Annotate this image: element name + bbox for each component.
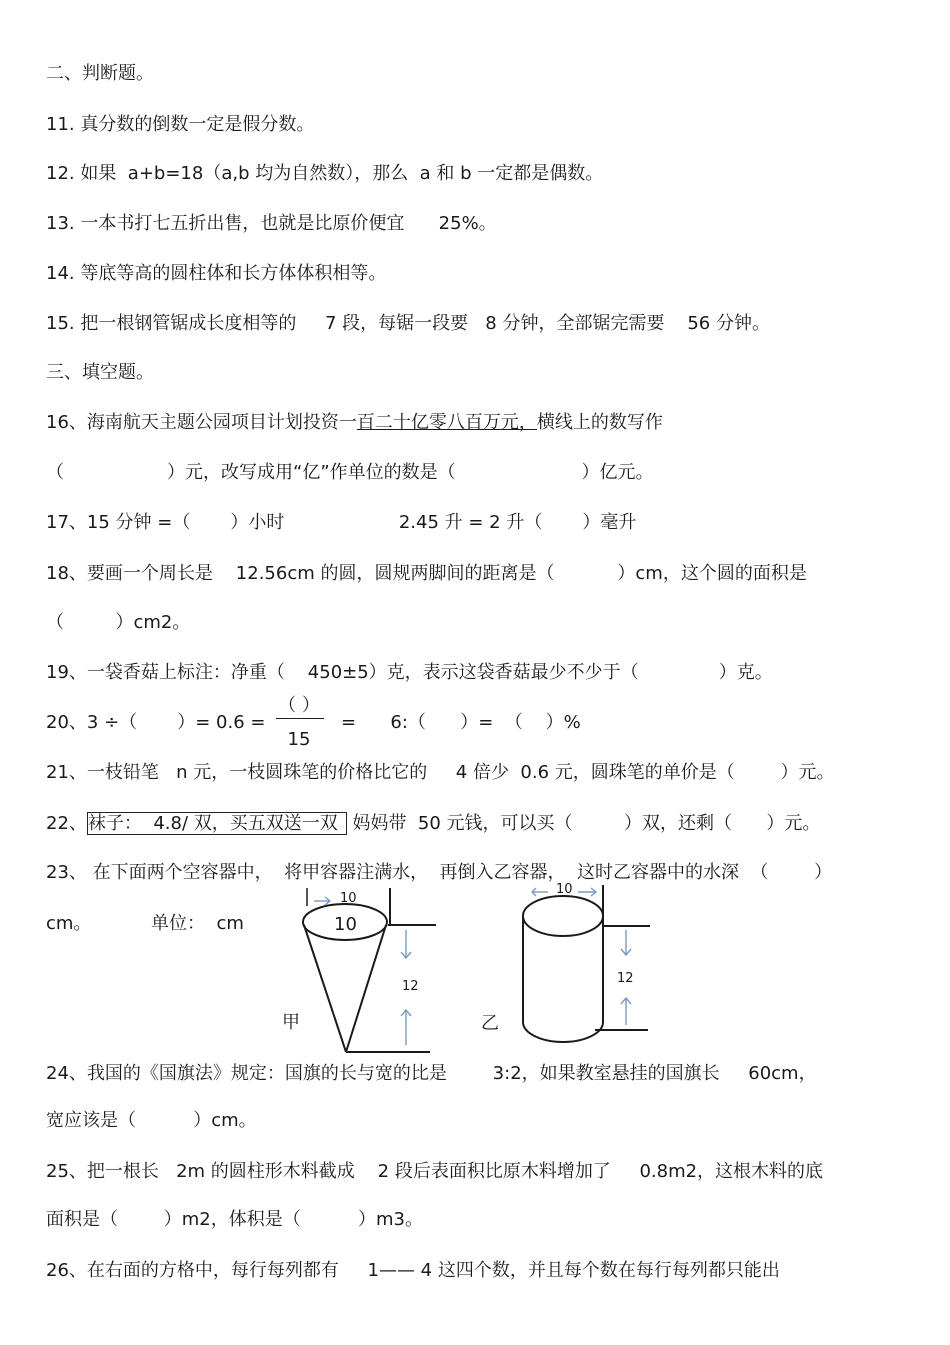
question-24-line2: 宽应该是（ ）cm。 <box>46 1110 257 1131</box>
question-13: 13. 一本书打七五折出售，也就是比原价便宜 25%。 <box>46 213 497 234</box>
section-judge: 二、判断题。 <box>46 63 154 84</box>
container-figure <box>270 880 670 1060</box>
question-23-unit: 单位： cm <box>151 913 244 934</box>
jia-height-label: 12 <box>402 979 419 994</box>
question-20-left: 20、3 ÷（ ）= 0.6 = <box>46 712 266 733</box>
question-25: 25、把一根长 2m 的圆柱形木料截成 2 段后表面积比原木料增加了 0.8m2，这根木料的底 <box>46 1161 824 1182</box>
jia-top-small-label: 10 <box>340 891 357 906</box>
question-17: 17、15 分钟 =（ ）小时 2.45 升 = 2 升（ ）毫升 <box>46 512 637 533</box>
cylinder-top-ellipse <box>523 896 603 936</box>
question-26: 26、在右面的方格中，每行每列都有 1—— 4 这四个数，并且每个数在每行每列都只能出 <box>46 1260 780 1281</box>
question-15: 15. 把一根钢管锯成长度相等的 7 段，每锯一段要 8 分钟，全部锯完需要 56 分钟。 <box>46 313 770 334</box>
question-22-boxed-offer: 袜子： 4.8/ 双，买五双送一双 <box>87 812 347 835</box>
question-16-underlined-number: 百二十亿零八百万元， <box>356 412 537 433</box>
question-22-number: 22、 <box>46 813 87 834</box>
jia-dimension-arrows <box>314 897 411 1045</box>
question-18-line2: （ ）cm2。 <box>46 612 191 633</box>
question-24: 24、我国的《国旗法》规定：国旗的长与宽的比是 3:2，如果教室悬挂的国旗长 60cm， <box>46 1063 817 1084</box>
container-yi <box>523 885 650 1042</box>
container-jia <box>303 888 436 1052</box>
question-23-line2: cm。 <box>46 913 92 934</box>
question-16-text: 16、海南航天主题公园项目计划投资一 <box>46 412 357 433</box>
yi-top-label: 10 <box>556 882 573 897</box>
jia-label: 甲 <box>282 1012 300 1033</box>
question-16-tail: 横线上的数写作 <box>536 412 663 433</box>
question-20-fraction-bar <box>276 718 324 719</box>
question-23: 23、 在下面两个空容器中， 将甲容器注满水， 再倒入乙容器， 这时乙容器中的水深 （ ） <box>46 862 833 883</box>
cylinder-bottom-arc <box>523 1022 603 1042</box>
question-12: 12. 如果 a+b=18（a,b 均为自然数），那么 a 和 b 一定都是偶数。 <box>46 163 604 184</box>
question-16-line2: （ ）元，改写成用“亿”作单位的数是（ ）亿元。 <box>46 462 654 483</box>
question-22 <box>46 812 820 836</box>
question-21: 21、一枝铅笔 n 元，一枝圆珠笔的价格比它的 4 倍少 0.6 元，圆珠笔的单价是（ ）元。 <box>46 762 835 783</box>
yi-height-label: 12 <box>617 971 634 986</box>
question-11: 11. 真分数的倒数一定是假分数。 <box>46 114 315 135</box>
jia-top-big-label: 10 <box>334 914 357 935</box>
cone-left-side <box>304 925 346 1052</box>
question-20-right: = 6:（ ）= （ ）% <box>341 712 581 733</box>
question-20-fraction-numerator: （ ） <box>278 695 320 716</box>
yi-label: 乙 <box>481 1013 499 1034</box>
question-22-text: 妈妈带 50 元钱，可以买（ ）双，还剩（ ）元。 <box>346 813 821 834</box>
yi-dimension-arrows <box>532 888 631 1025</box>
question-19: 19、一袋香菇上标注：净重（ 450±5）克，表示这袋香菇最少不少于（ ）克。 <box>46 662 773 683</box>
section-fill: 三、填空题。 <box>46 362 154 383</box>
question-20-fraction-denominator: 15 <box>287 729 311 750</box>
cone-right-side <box>346 925 386 1052</box>
question-14: 14. 等底等高的圆柱体和长方体体积相等。 <box>46 263 387 284</box>
question-18: 18、要画一个周长是 12.56cm 的圆，圆规两脚间的距离是（ ）cm，这个圆的面积是 <box>46 563 807 584</box>
question-25-line2: 面积是（ ）m2，体积是（ ）m3。 <box>46 1209 423 1230</box>
question-16 <box>46 411 663 435</box>
